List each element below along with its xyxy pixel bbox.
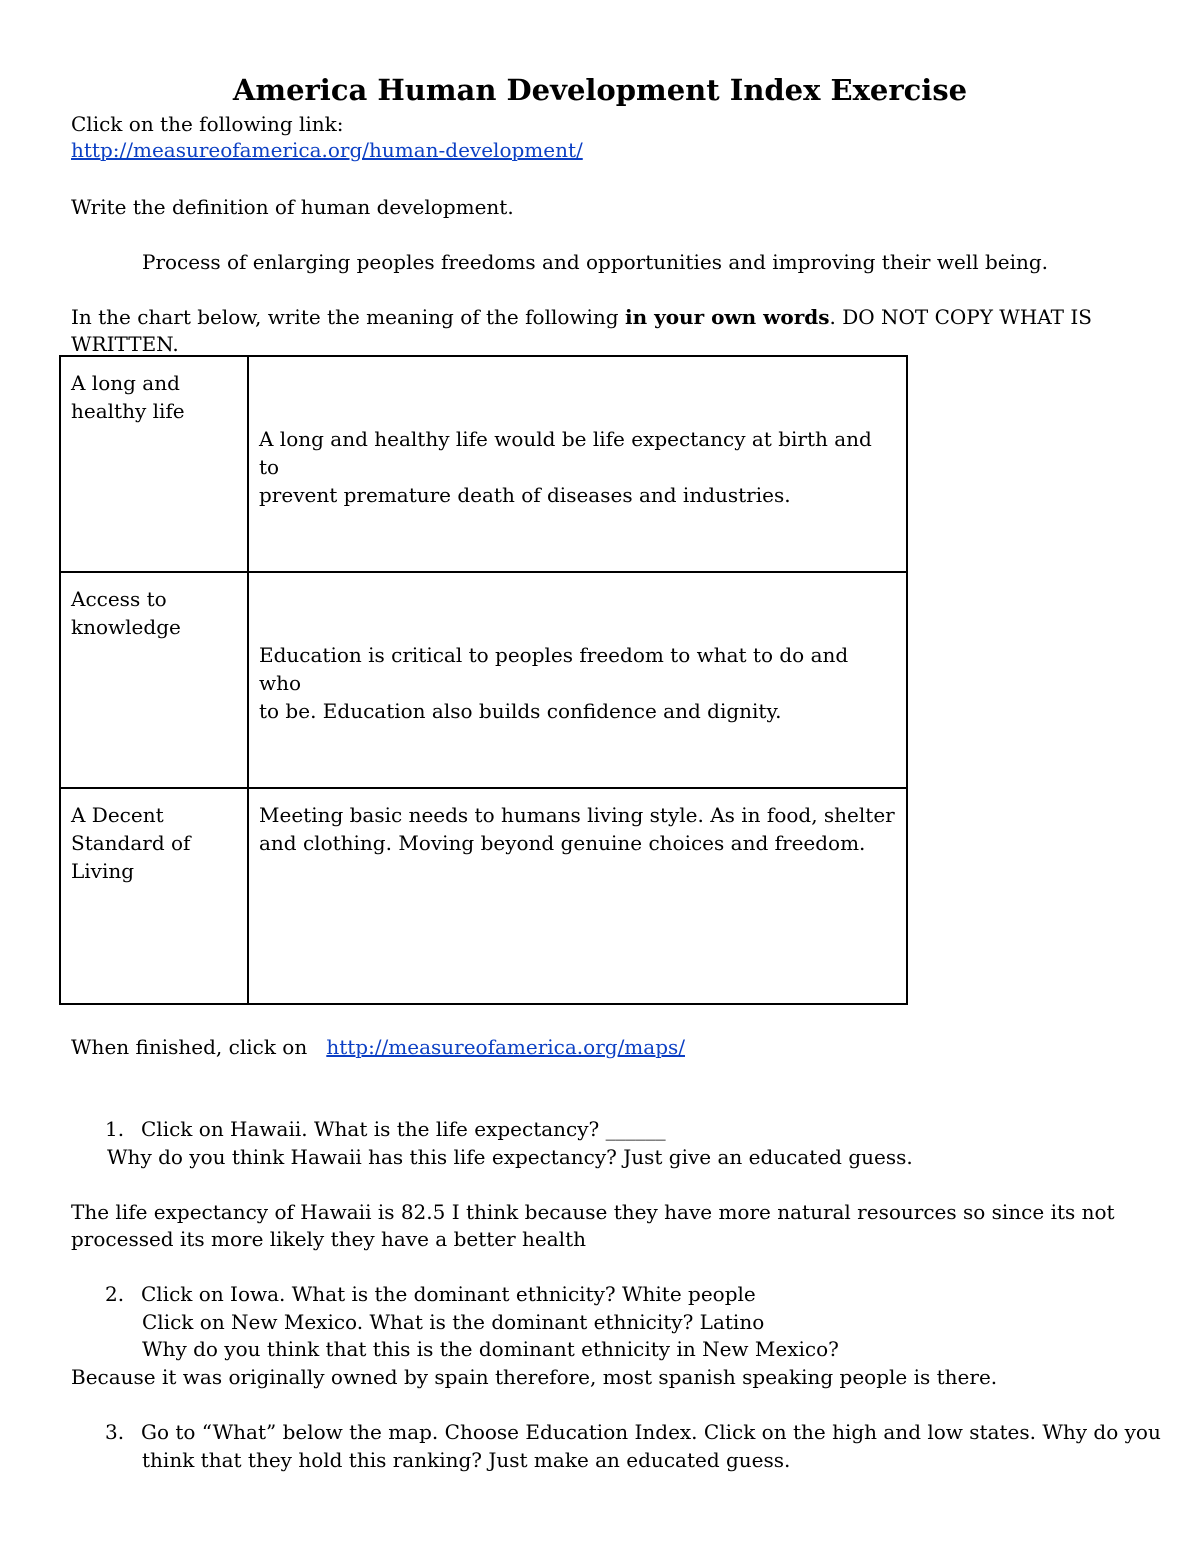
term-line: Access to xyxy=(71,587,167,611)
chart-instructions-text: In the chart below, write the meaning of the following xyxy=(71,305,625,329)
chart-answer-cell[interactable] xyxy=(248,788,907,1004)
question-text: Click on Iowa. What is the dominant ethnicity? White people xyxy=(141,1282,756,1306)
question-2-line2: Click on New Mexico. What is the dominant ethnicity? Latino xyxy=(142,1310,765,1334)
question-2 xyxy=(105,1280,756,1308)
definition-answer: Process of enlarging peoples freedoms and opportunities and improving their well being. xyxy=(142,250,1049,274)
chart-instructions-line2: WRITTEN. xyxy=(71,332,179,356)
answer-line: Education is critical to peoples freedom to what to do and who xyxy=(259,643,849,695)
chart-row xyxy=(60,788,907,1004)
page-title: America Human Development Index Exercise xyxy=(232,73,968,107)
chart-instructions xyxy=(71,303,1092,331)
answer-line: and clothing. Moving beyond genuine choices and freedom. xyxy=(259,831,866,855)
question-1 xyxy=(105,1115,666,1143)
question-text: Go to “What” below the map. Choose Education Index. Click on the high and low states. Why do you xyxy=(141,1420,1161,1444)
term-line: Standard of xyxy=(71,831,191,855)
chart-row xyxy=(60,356,907,572)
question-3 xyxy=(105,1418,1161,1446)
term-line: Living xyxy=(71,859,135,883)
chart-instructions-emphasis: in your own words xyxy=(624,305,830,329)
answer-line: to be. Education also builds confidence and dignity. xyxy=(259,699,782,723)
chart-row xyxy=(60,572,907,788)
chart-term-cell xyxy=(60,356,248,572)
finished-label: When finished, click on xyxy=(71,1035,308,1059)
human-development-link[interactable]: http://measureofamerica.org/human-development/ xyxy=(71,138,583,162)
question-number: 2. xyxy=(105,1282,125,1306)
definition-prompt: Write the definition of human development. xyxy=(71,195,514,219)
chart-instructions-rest: . DO NOT COPY WHAT IS xyxy=(829,305,1092,329)
answer-2: Because it was originally owned by spain therefore, most spanish speaking people is there. xyxy=(71,1365,998,1389)
finished-line xyxy=(71,1033,685,1061)
term-line: A Decent xyxy=(71,803,164,827)
question-number: 1. xyxy=(105,1117,125,1141)
question-number: 3. xyxy=(105,1420,125,1444)
answer-line: Meeting basic needs to humans living style. As in food, shelter xyxy=(259,803,895,827)
chart-term-cell xyxy=(60,788,248,1004)
answer-line: A long and healthy life would be life expectancy at birth and to xyxy=(259,427,872,479)
term-line: healthy life xyxy=(71,399,185,423)
question-text: Click on Hawaii. What is the life expectancy? ______ xyxy=(141,1117,666,1141)
term-line: A long and xyxy=(71,371,180,395)
intro-click-label: Click on the following link: xyxy=(71,112,344,136)
maps-link[interactable]: http://measureofamerica.org/maps/ xyxy=(326,1035,685,1059)
meaning-chart xyxy=(59,355,908,1005)
answer-1-line1: The life expectancy of Hawaii is 82.5 I think because they have more natural resources so since its not xyxy=(71,1200,1115,1224)
question-3-line2: think that they hold this ranking? Just make an educated guess. xyxy=(142,1448,791,1472)
chart-answer-cell[interactable] xyxy=(248,572,907,788)
question-1-followup: Why do you think Hawaii has this life expectancy? Just give an educated guess. xyxy=(107,1145,913,1169)
answer-1-line2: processed its more likely they have a better health xyxy=(71,1227,586,1251)
question-2-line3: Why do you think that this is the dominant ethnicity in New Mexico? xyxy=(142,1337,839,1361)
chart-term-cell xyxy=(60,572,248,788)
chart-answer-cell[interactable] xyxy=(248,356,907,572)
answer-line: prevent premature death of diseases and industries. xyxy=(259,483,791,507)
term-line: knowledge xyxy=(71,615,181,639)
